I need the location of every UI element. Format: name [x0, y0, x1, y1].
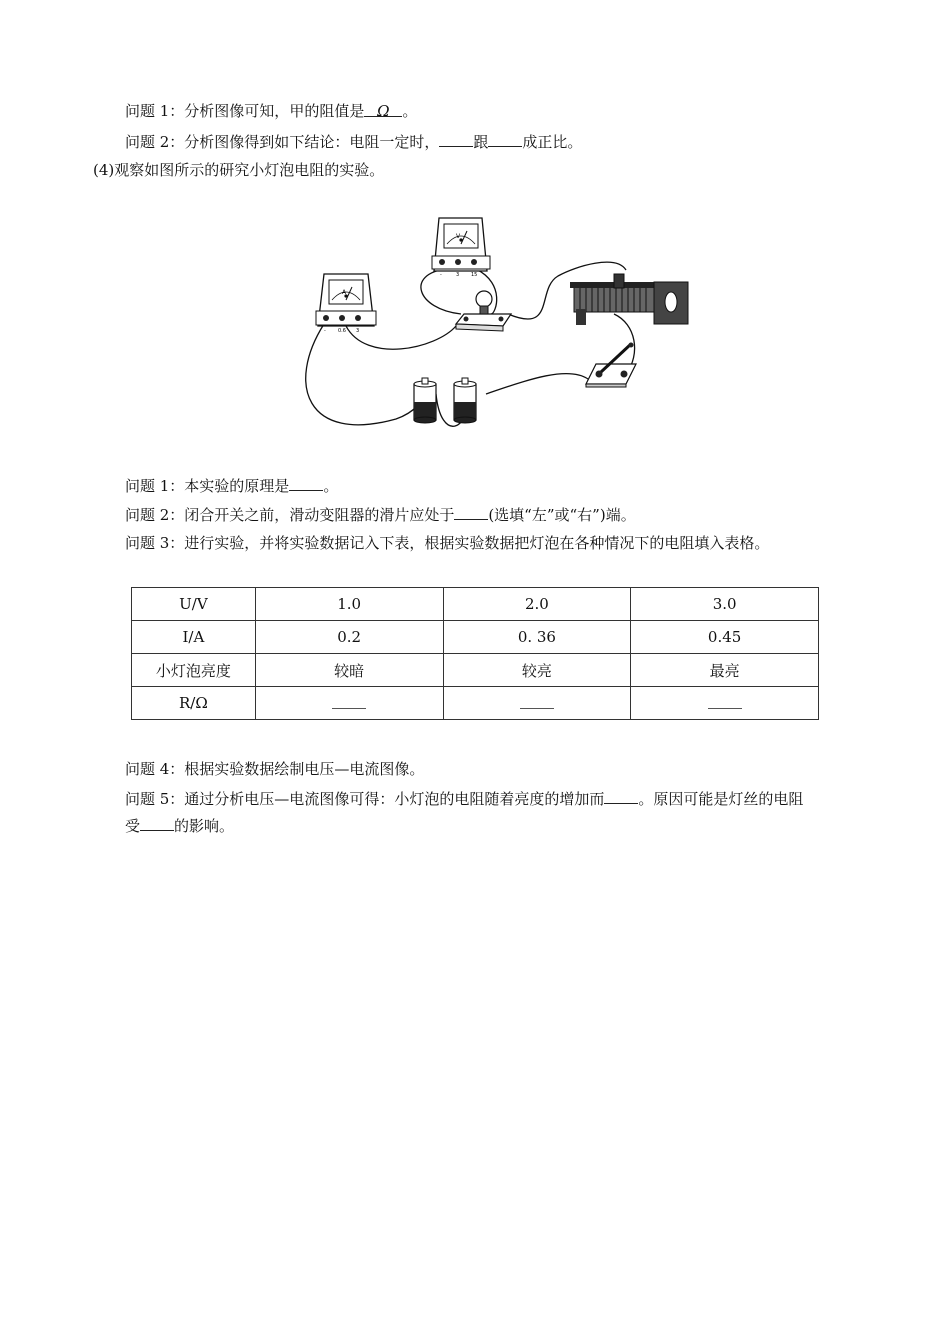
- answer-blank[interactable]: [708, 694, 742, 709]
- ammeter-label: A: [342, 289, 347, 296]
- table-cell: 较亮: [443, 654, 631, 687]
- voltmeter: [432, 218, 490, 278]
- answer-blank[interactable]: [289, 474, 323, 491]
- section-heading: (4)观察如图所示的研究小灯泡电阻的实验。: [93, 161, 385, 179]
- voltmeter-terminal: 15: [471, 272, 478, 278]
- answer-blank[interactable]: [140, 814, 174, 831]
- row-header: 小灯泡亮度: [132, 654, 256, 687]
- circuit-diagram: [296, 214, 690, 434]
- answer-blank[interactable]: [520, 694, 554, 709]
- voltmeter-terminal: -: [440, 272, 442, 278]
- answer-blank[interactable]: [439, 130, 473, 147]
- table-cell: 2.0: [443, 588, 631, 621]
- voltmeter-label: V: [456, 233, 461, 240]
- bulb-icon: [456, 291, 511, 331]
- answer-blank[interactable]: [488, 130, 522, 147]
- question-analysis: 问题 5：通过分析电压—电流图像可得：小灯泡的电阻随着亮度的增加而 。原因可能是灯丝的电阻: [125, 787, 803, 810]
- answer-blank[interactable]: [454, 503, 488, 520]
- question-slider: 问题 2：闭合开关之前，滑动变阻器的滑片应处于 (选填“左”或“右”)端。: [125, 503, 636, 526]
- answer-blank[interactable]: [332, 694, 366, 709]
- table-cell: 0.2: [255, 621, 443, 654]
- ammeter-terminal: -: [324, 328, 326, 334]
- table-cell: 1.0: [255, 588, 443, 621]
- table-cell: 最亮: [631, 654, 819, 687]
- answer-blank[interactable]: [604, 787, 638, 804]
- table-cell: 3.0: [631, 588, 819, 621]
- table-row: [132, 654, 819, 687]
- question-principle: 问题 1：本实验的原理是 。: [125, 474, 338, 497]
- row-header: I/A: [132, 621, 256, 654]
- switch-icon: [586, 343, 636, 388]
- data-table: [131, 587, 819, 720]
- ammeter-terminal: 0.6: [338, 328, 346, 334]
- battery-icon: [414, 378, 436, 423]
- table-row: [132, 687, 819, 720]
- resistance-answer-cell[interactable]: [631, 687, 819, 720]
- question-table: 问题 3：进行实验，并将实验数据记入下表，根据实验数据把灯泡在各种情况下的电阻填入表格。: [125, 534, 770, 552]
- question-graph: 问题 4：根据实验数据绘制电压—电流图像。: [125, 760, 425, 778]
- table-row: [132, 621, 819, 654]
- answer-blank[interactable]: Ω: [364, 100, 402, 117]
- ammeter-terminal: 3: [356, 328, 360, 334]
- rheostat: [570, 274, 688, 325]
- table-cell: 0. 36: [443, 621, 631, 654]
- row-header: U/V: [132, 588, 256, 621]
- resistance-answer-cell[interactable]: [255, 687, 443, 720]
- resistance-answer-cell[interactable]: [443, 687, 631, 720]
- ammeter: [316, 274, 376, 334]
- table-cell: 较暗: [255, 654, 443, 687]
- row-header: R/Ω: [132, 687, 256, 720]
- battery-icon: [454, 378, 476, 423]
- question-line-resistance: 问题 1：分析图像可知，甲的阻值是 Ω 。: [125, 102, 418, 120]
- table-row: [132, 588, 819, 621]
- question-analysis-cont: 受 的影响。: [125, 814, 234, 837]
- table-cell: 0.45: [631, 621, 819, 654]
- voltmeter-terminal: 3: [456, 272, 460, 278]
- question-line-conclusion: 问题 2：分析图像得到如下结论：电阻一定时， 跟 成正比。: [125, 130, 582, 153]
